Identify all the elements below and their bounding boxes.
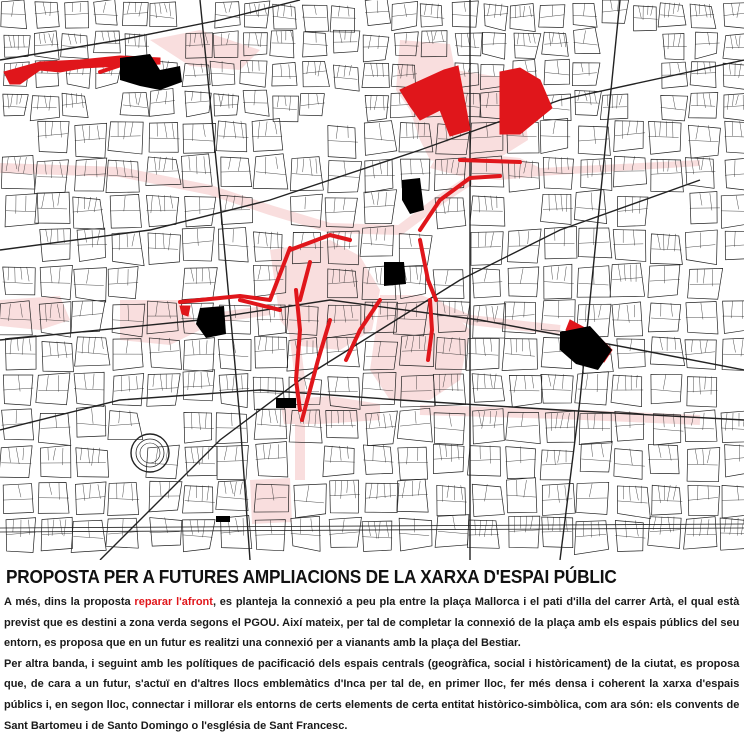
highlight-reparar-afront: reparar l'afront bbox=[134, 596, 213, 608]
landmark-6 bbox=[216, 516, 230, 522]
paragraph-2: Per altra banda, i seguint amb les polítiques de pacificació dels espais centrals (geogràfica, social i històricament) de la ciutat, es proposa que, de cara a un futur, s'actuï en d'altres llocs emblemàtics d'Inca per tal de, en primer lloc, fer més densa i coherent la xarxa d'espais públics i, en segon lloc, connectar i millorar els entorns de certs elements de certa entitat històrico-simbòlica, com ara són: els convents de Sant Bartomeu i de Santo Domingo o l'església de Sant Francesc. bbox=[4, 657, 740, 732]
page-title: PROPOSTA PER A FUTURES AMPLIACIONS DE LA XARXA D'ESPAI PÚBLIC bbox=[6, 566, 617, 587]
landmark-2 bbox=[384, 262, 406, 286]
paragraph-1 bbox=[4, 592, 739, 654]
red-line-10 bbox=[460, 160, 520, 162]
landmark-5 bbox=[276, 398, 296, 408]
paragraph-1-rest: , es planteja la connexió a peu pla entre la plaça Mallorca i el pati d'illa del carrer Artà, el qual està previst que es destini a zona verda segons el PGOU. Així mateix, per tal de completar la connexió de la plaça amb els espais públics del seu entorn, es proposa que en un futur es realitzi una connexió per a vianants amb la plaça del Bestiar. bbox=[4, 596, 740, 650]
description-block bbox=[4, 566, 740, 736]
red-line-3 bbox=[296, 290, 300, 410]
paragraph-1-lead: A més, dins la proposta bbox=[4, 596, 135, 608]
